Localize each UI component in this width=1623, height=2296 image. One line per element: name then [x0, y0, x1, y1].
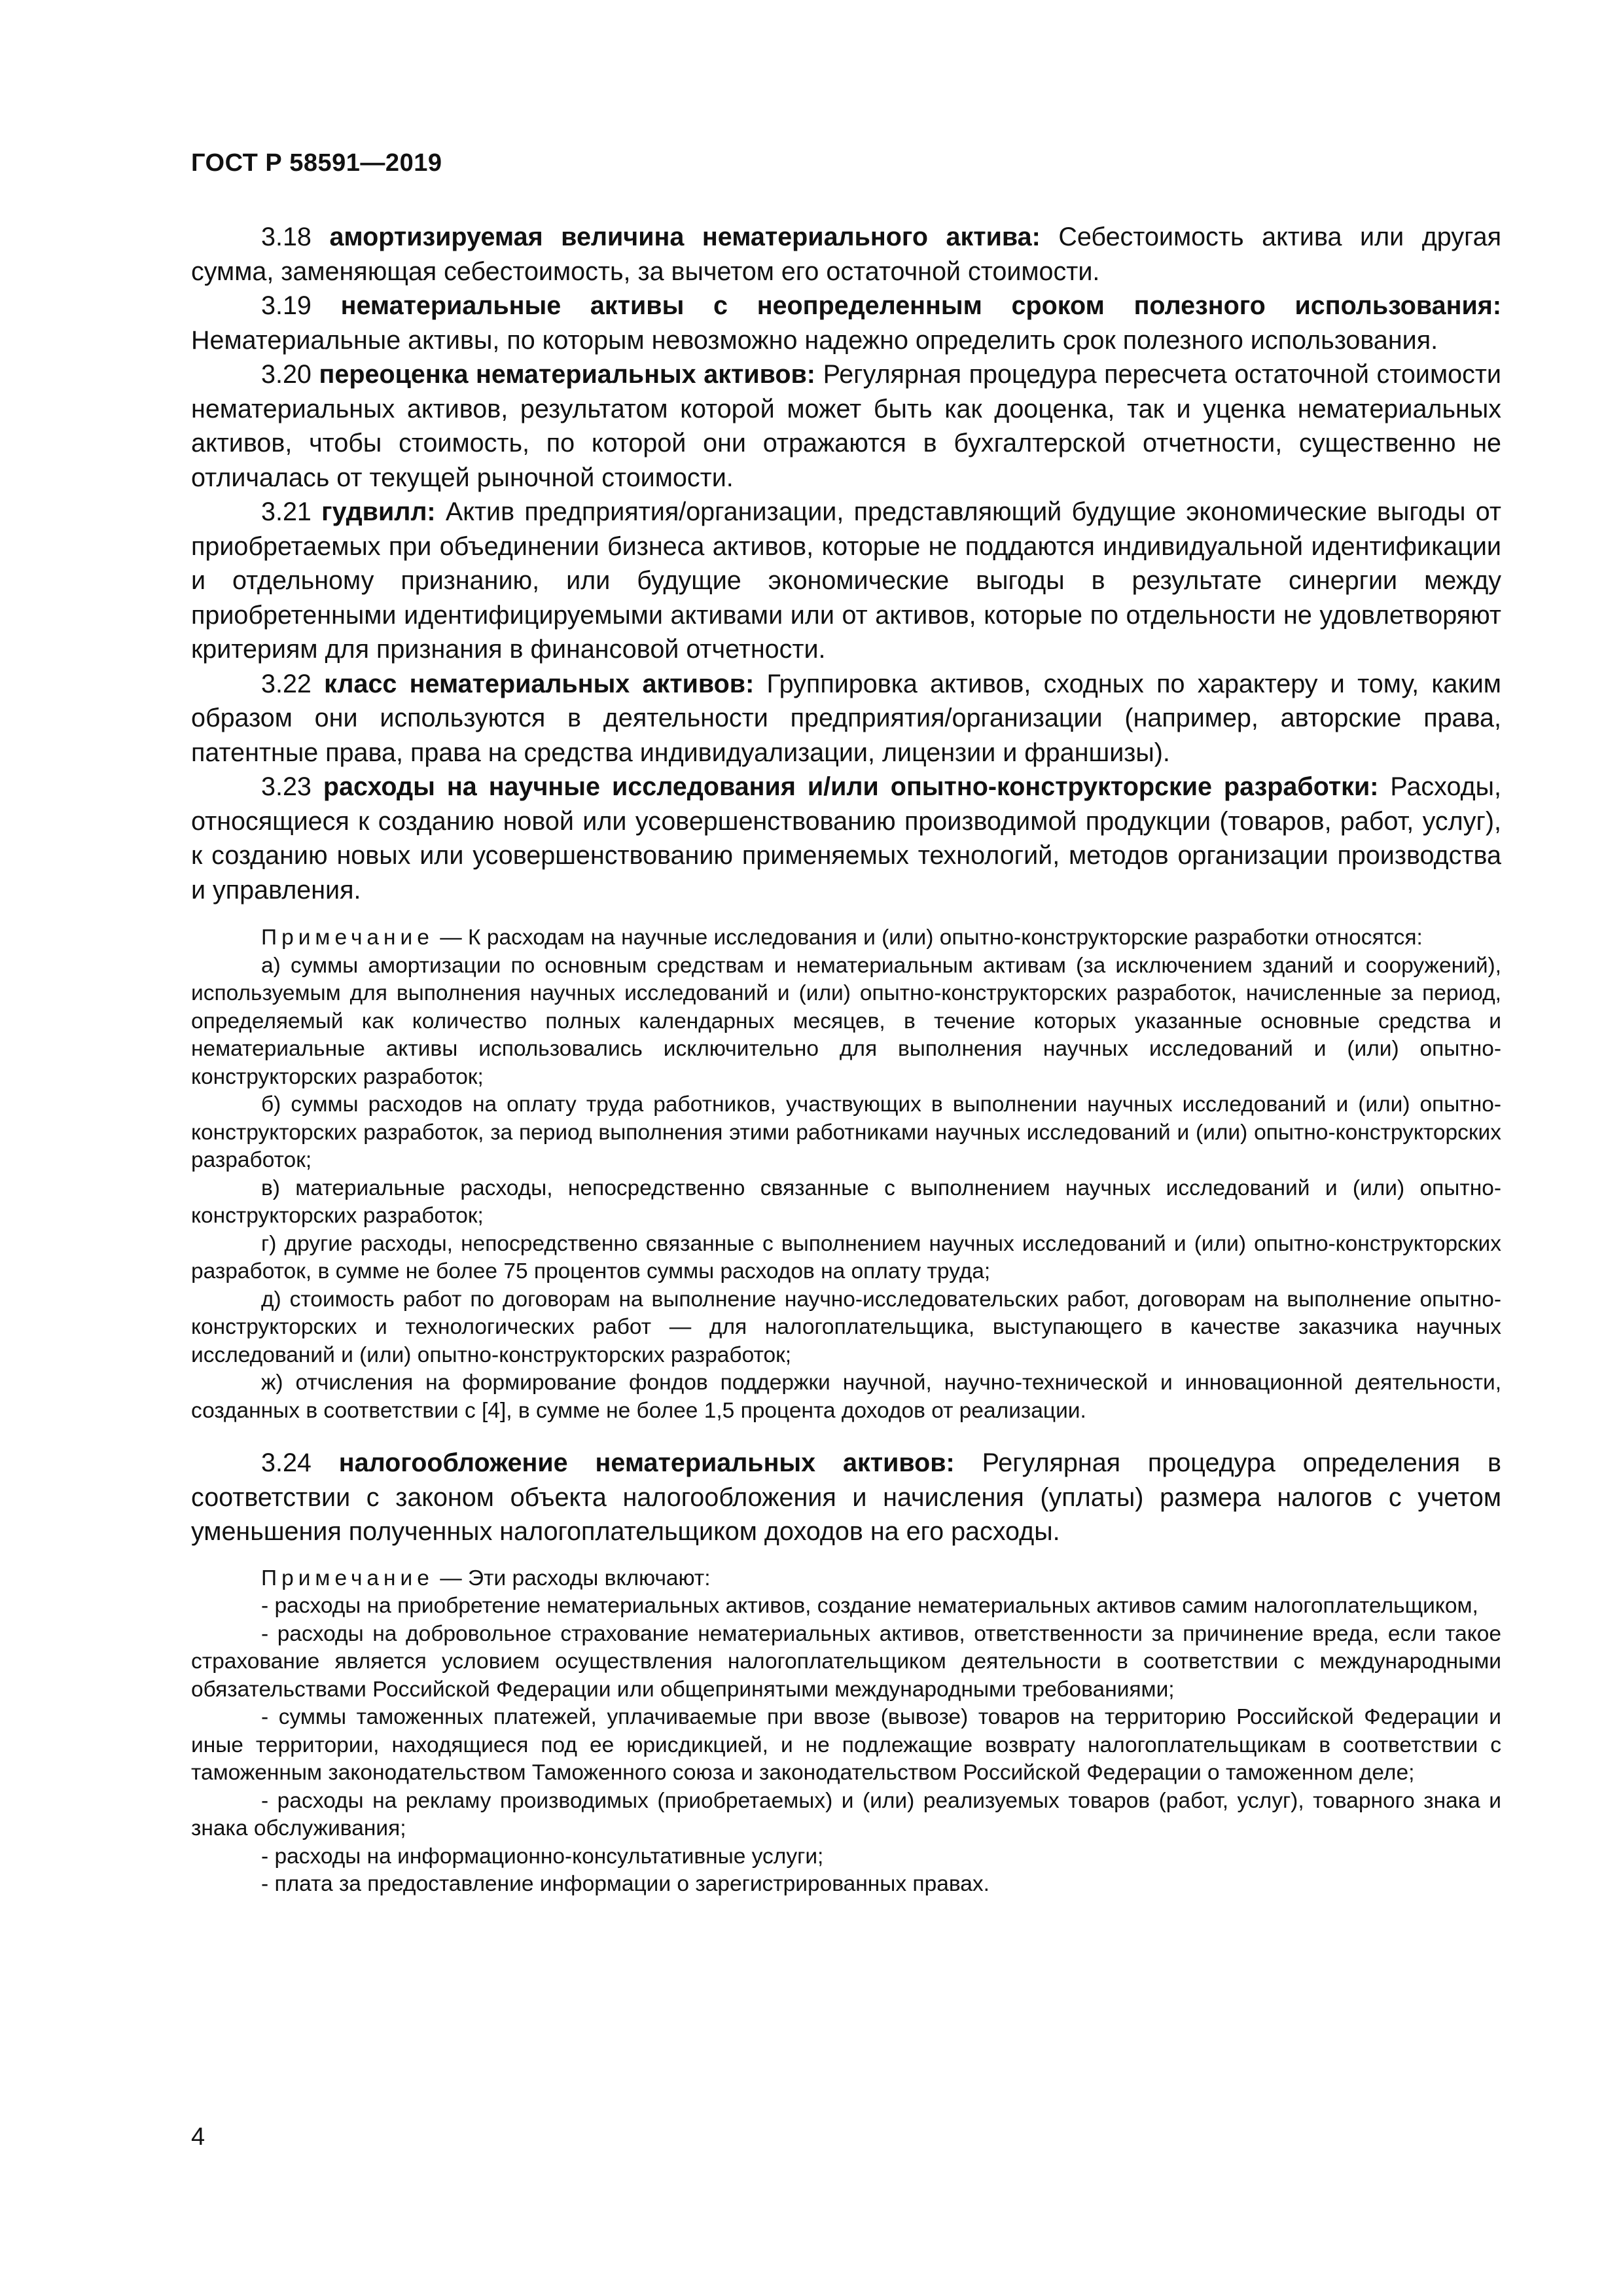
term-name: расходы на научные исследования и/или опытно-конструкторские разработки:	[323, 772, 1379, 801]
note-item: - суммы таможенных платежей, уплачиваемые при ввозе (вывозе) товаров на территорию Российской Федерации и иные территории, находящиеся под ее юрисдикцией, и не подлежащие возврату налогоплательщикам в соответствии с таможенным законодательством Таможенного союза и законодательством Российской Федерации о таможенном деле;	[191, 1705, 1501, 1785]
note-tax-expenses	[191, 1565, 1501, 1899]
note-intro	[191, 1565, 1501, 1593]
note-item: - расходы на приобретение нематериальных активов, создание нематериальных активов самим налогоплательщиком,	[261, 1594, 1478, 1618]
term-3-18	[191, 220, 1501, 289]
term-number: 3.24	[261, 1448, 312, 1477]
term-number: 3.18	[261, 223, 312, 251]
document-body	[191, 220, 1501, 1899]
term-definition: Группировка активов, сходных по характеру и тому, каким образом они используются в деятельности предприятия/организации (например, авторские права, патентные права, права на средства индивидуализации, лицензии и франшизы).	[191, 669, 1501, 767]
note-item: д) стоимость работ по договорам на выполнение научно-исследовательских работ, договорам на выполнение опытно-конструкторских и технологических работ — для налогоплательщика, выступающего в качестве заказчика научных исследований и (или) опытно-конструкторских разработок;	[191, 1287, 1501, 1367]
term-name: нематериальные активы с неопределенным сроком полезного использования:	[340, 291, 1501, 320]
term-3-23	[191, 770, 1501, 907]
note-intro-text: — Эти расходы включают:	[440, 1566, 711, 1590]
note-item: - расходы на информационно-консультативные услуги;	[261, 1844, 824, 1869]
page-number: 4	[191, 2123, 205, 2151]
note-item: ж) отчисления на формирование фондов поддержки научной, научно-технической и инновационной деятельности, созданных в соответствии с [4], в сумме не более 1,5 процента доходов от реализации.	[191, 1371, 1501, 1423]
term-number: 3.21	[261, 497, 312, 526]
note-item: г) другие расходы, непосредственно связанные с выполнением научных исследований и (или) опытно-конструкторских разработок, в сумме не более 75 процентов суммы расходов на оплату труда;	[191, 1231, 1501, 1283]
document-header: ГОСТ Р 58591—2019	[191, 149, 442, 177]
term-name: переоценка нематериальных активов:	[319, 360, 815, 389]
note-rd-expenses	[191, 924, 1501, 1425]
term-3-20	[191, 357, 1501, 495]
term-definition: Регулярная процедура пересчета остаточной стоимости нематериальных активов, результатом которой может быть как дооценка, так и уценка нематериальных активов, чтобы стоимость, по которой они отражаются в бухгалтерской отчетности, существенно не отличалась от текущей рыночной стоимости.	[191, 360, 1501, 492]
term-definition: Актив предприятия/организации, представляющий будущие экономические выгоды от приобретаемых при объединении бизнеса активов, которые не поддаются индивидуальной идентификации и отдельному признанию, или будущие экономические выгоды в результате синергии между приобретенными идентифицируемыми активами или от активов, которые по отдельности не удовлетворяют критериям для признания в финансовой отчетности.	[191, 497, 1501, 664]
note-item: - расходы на рекламу производимых (приобретаемых) и (или) реализуемых товаров (работ, услуг), товарного знака и знака обслуживания;	[191, 1788, 1501, 1840]
term-3-19	[191, 289, 1501, 357]
term-name: гудвилл:	[321, 497, 436, 526]
term-name: амортизируемая величина нематериального актива:	[329, 223, 1041, 251]
term-number: 3.19	[261, 291, 312, 320]
term-name: класс нематериальных активов:	[324, 669, 755, 698]
term-number: 3.20	[261, 360, 312, 389]
term-3-24	[191, 1446, 1501, 1549]
note-label: Примечание	[261, 925, 434, 950]
note-item: б) суммы расходов на оплату труда работников, участвующих в выполнении научных исследований и (или) опытно-конструкторских разработок, за период выполнения этими работниками научных исследований и (или) опытно-конструкторских разработок;	[191, 1092, 1501, 1172]
note-label: Примечание	[261, 1566, 434, 1590]
term-3-21	[191, 495, 1501, 667]
note-item: - расходы на добровольное страхование нематериальных активов, ответственности за причинение вреда, если такое страхование является условием осуществления налогоплательщиком деятельности в соответствии с международными обязательствами Российской Федерации или общепринятыми международными требованиями;	[191, 1621, 1501, 1702]
term-definition: Нематериальные активы, по которым невозможно надежно определить срок полезного использования.	[191, 325, 1438, 355]
term-name: налогообложение нематериальных активов:	[338, 1448, 955, 1477]
note-intro	[191, 924, 1501, 952]
term-3-22	[191, 667, 1501, 770]
note-item: а) суммы амортизации по основным средствам и нематериальным активам (за исключением зданий и сооружений), используемым для выполнения научных исследований и (или) опытно-конструкторских разработок, начисленные за период, определяемый как количество полных календарных месяцев, в течение которых указанные основные средства и нематериальные активы использовались исключительно для выполнения научных исследований и (или) опытно-конструкторских разработок;	[191, 953, 1501, 1089]
note-item: в) материальные расходы, непосредственно связанные с выполнением научных исследований и (или) опытно-конструкторских разработок;	[191, 1175, 1501, 1228]
term-definition: Расходы, относящиеся к созданию новой или усовершенствованию производимой продукции (товаров, работ, услуг), к созданию новых или усовершенствованию применяемых технологий, методов организации производства и управления.	[191, 772, 1501, 905]
note-intro-text: — К расходам на научные исследования и (или) опытно-конструкторские разработки относятся:	[440, 925, 1423, 950]
note-item: - плата за предоставление информации о зарегистрированных правах.	[261, 1872, 990, 1896]
term-definition: Регулярная процедура определения в соответствии с законом объекта налогообложения и начисления (уплаты) размера налогов с учетом уменьшения полученных налогоплательщиком доходов на его расходы.	[191, 1448, 1501, 1546]
term-definition: Себестоимость актива или другая сумма, заменяющая себестоимость, за вычетом его остаточной стоимости.	[191, 223, 1501, 286]
term-number: 3.23	[261, 772, 312, 801]
term-number: 3.22	[261, 669, 312, 698]
